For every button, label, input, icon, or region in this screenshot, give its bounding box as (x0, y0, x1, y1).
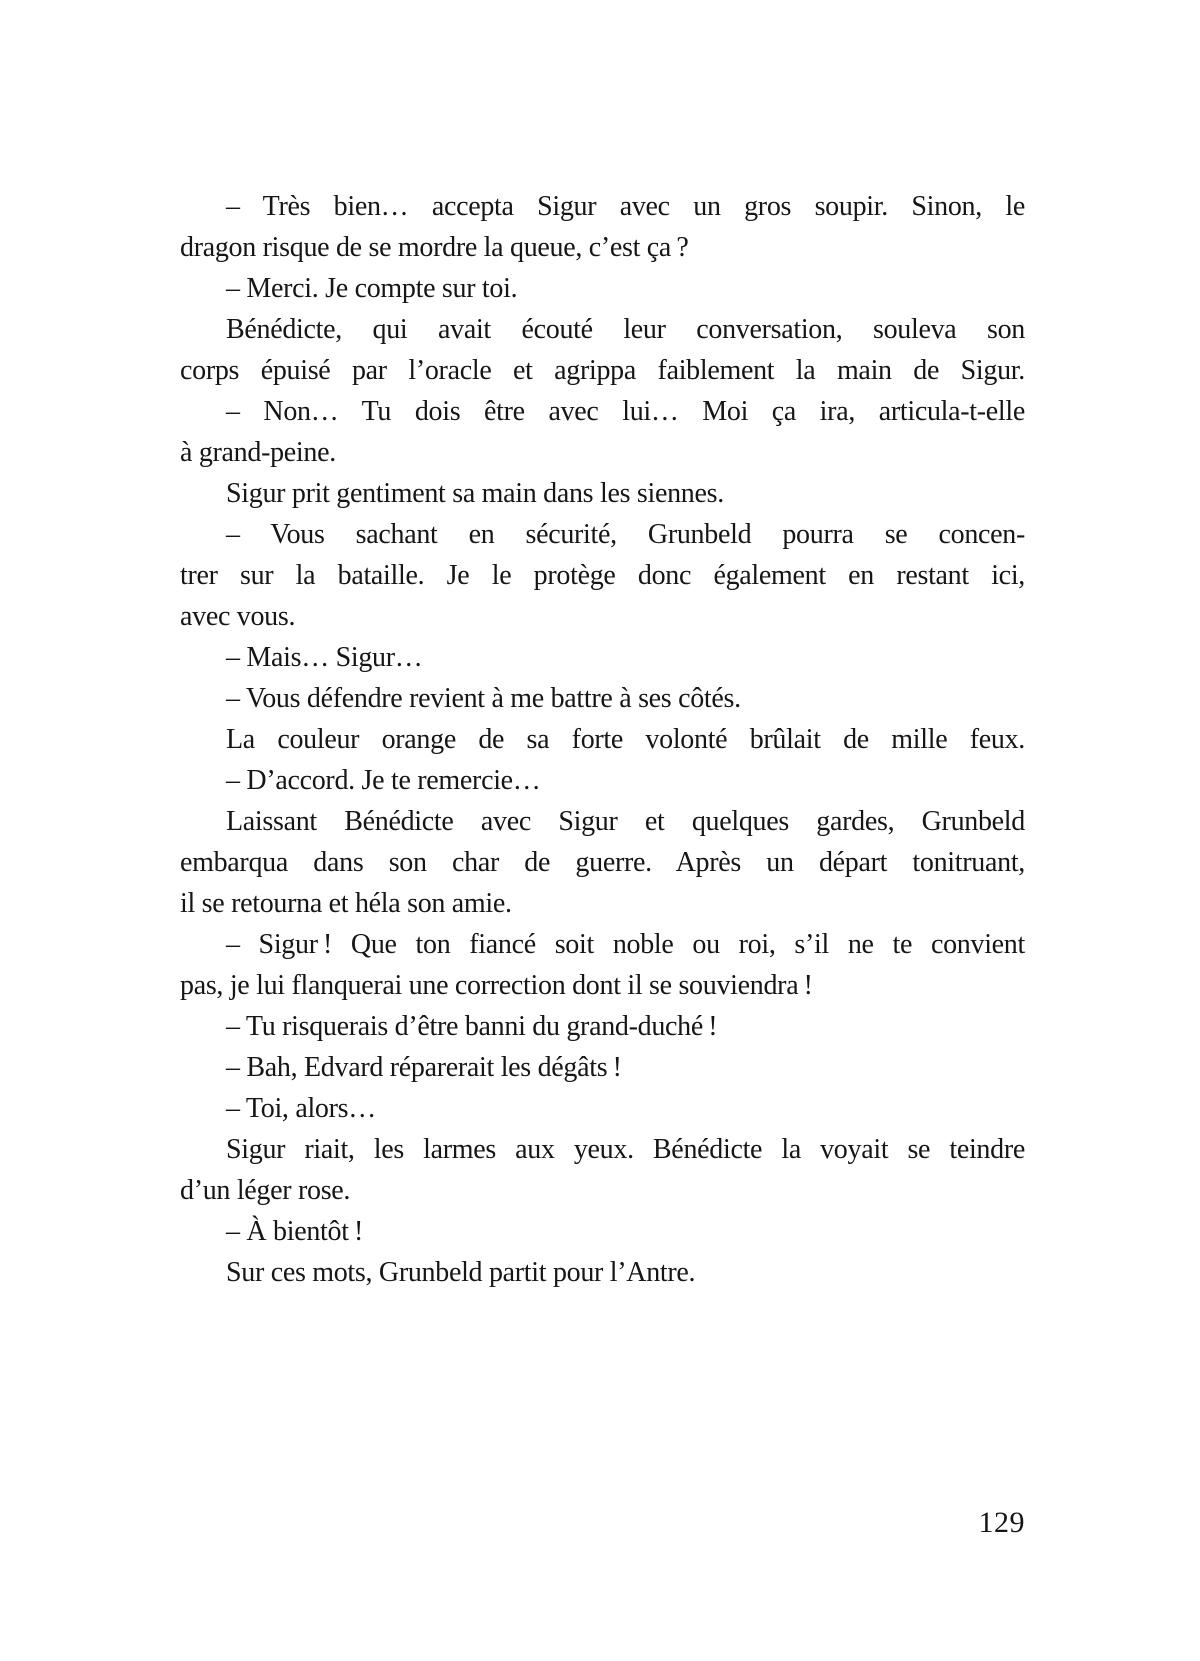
text-line: – Très bien… accepta Sigur avec un gros soupir. Sinon, le (226, 191, 1025, 222)
text-line: dragon risque de se mordre la queue, c’est ça ? (180, 232, 689, 263)
text-line: corps épuisé par l’oracle et agrippa faiblement la main de Sigur. (180, 355, 1025, 386)
text-line: – Toi, alors… (226, 1093, 376, 1124)
text-line: – Tu risquerais d’être banni du grand-duché ! (226, 1011, 718, 1042)
text-line: il se retourna et héla son amie. (180, 888, 512, 919)
text-line: Sigur riait, les larmes aux yeux. Bénédicte la voyait se teindre (226, 1134, 1025, 1165)
page-text (180, 186, 1025, 1293)
text-line: Sigur prit gentiment sa main dans les siennes. (226, 478, 724, 509)
text-line: – Non… Tu dois être avec lui… Moi ça ira, articula-t-elle (226, 396, 1025, 427)
text-line: La couleur orange de sa forte volonté brûlait de mille feux. (226, 724, 1025, 755)
text-line: avec vous. (180, 601, 296, 632)
text-line: d’un léger rose. (180, 1175, 351, 1206)
text-line: à grand-peine. (180, 437, 336, 468)
text-line: – Sigur ! Que ton fiancé soit noble ou roi, s’il ne te convient (226, 929, 1025, 960)
text-line: pas, je lui flanquerai une correction dont il se souviendra ! (180, 970, 813, 1001)
text-line: – Merci. Je compte sur toi. (226, 273, 518, 304)
text-line: – Bah, Edvard réparerait les dégâts ! (226, 1052, 622, 1083)
text-line: – Mais… Sigur… (226, 642, 423, 673)
text-line: Sur ces mots, Grunbeld partit pour l’Antre. (226, 1257, 696, 1288)
text-line: – D’accord. Je te remercie… (226, 765, 541, 796)
text-line: – Vous défendre revient à me battre à ses côtés. (226, 683, 741, 714)
text-line: – À bientôt ! (226, 1216, 364, 1247)
text-line: Laissant Bénédicte avec Sigur et quelques gardes, Grunbeld (226, 806, 1025, 837)
text-line: – Vous sachant en sécurité, Grunbeld pourra se concen- (226, 519, 1025, 550)
page-number: 129 (978, 1506, 1025, 1539)
text-line: embarqua dans son char de guerre. Après un départ tonitruant, (180, 847, 1025, 878)
text-line: trer sur la bataille. Je le protège donc également en restant ici, (180, 560, 1025, 591)
text-line: Bénédicte, qui avait écouté leur conversation, souleva son (226, 314, 1025, 345)
